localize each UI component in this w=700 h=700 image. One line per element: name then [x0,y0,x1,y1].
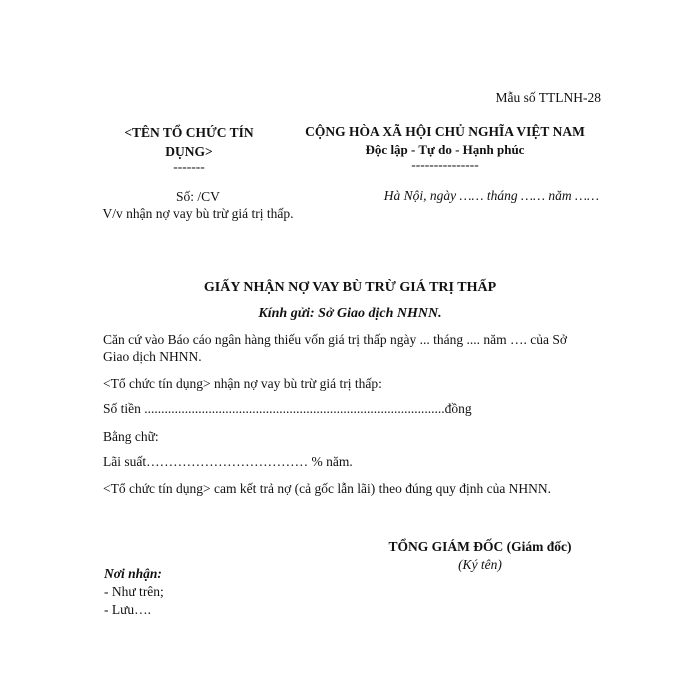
acknowledgement-paragraph: <Tổ chức tín dụng> nhận nợ vay bù trừ giá trị thấp: [103,376,382,391]
recipients-heading: Nơi nhận: [104,566,162,581]
organization-header [104,123,274,174]
basis-paragraph: Căn cứ vào Báo cáo ngân hàng thiếu vốn giá trị thấp ngày ... tháng .... năm …. của Sở Giao dịch NHNN. [103,332,567,364]
amount-in-words-line: Bằng chữ: [103,429,159,444]
document-title: GIẤY NHẬN NỢ VAY BÙ TRỪ GIÁ TRỊ THẤP [203,280,497,295]
document-subject: V/v nhận nợ vay bù trừ giá trị thấp. [102,206,294,221]
organization-separator: ------- [173,159,205,174]
organization-name: <TÊN TỔ CHỨC TÍN DỤNG> [124,125,254,159]
commitment-paragraph: <Tổ chức tín dụng> cam kết trả nợ (cả gốc lẫn lãi) theo đúng quy định của NHNN. [103,481,552,496]
amount-line: Số tiền .........................................................................................đồng [103,401,472,416]
country-name: CỘNG HÒA XÃ HỘI CHỦ NGHĨA VIỆT NAM [305,124,585,139]
recipient-item: - Như trên; [104,584,164,599]
signatory-title: TỔNG GIÁM ĐỐC (Giám đốc) [388,539,572,554]
signature-block [370,538,590,574]
recipient-line: Kính gửi: Sở Giao dịch NHNN. [258,306,442,321]
place-date: Hà Nội, ngày …… tháng …… năm …… [383,188,599,203]
recipients-block [104,565,164,619]
signature-note: (Ký tên) [458,557,502,572]
interest-rate-line: Lãi suất……………………………… % năm. [103,454,353,469]
national-motto: Độc lập - Tự do - Hạnh phúc [365,142,525,157]
form-code: Mẫu số TTLNH-28 [495,90,601,105]
document-number: Số: /CV [176,189,220,204]
national-separator: --------------- [411,157,479,172]
recipient-item: - Lưu…. [104,602,152,617]
national-header [300,123,590,171]
document-number-block [98,188,298,222]
